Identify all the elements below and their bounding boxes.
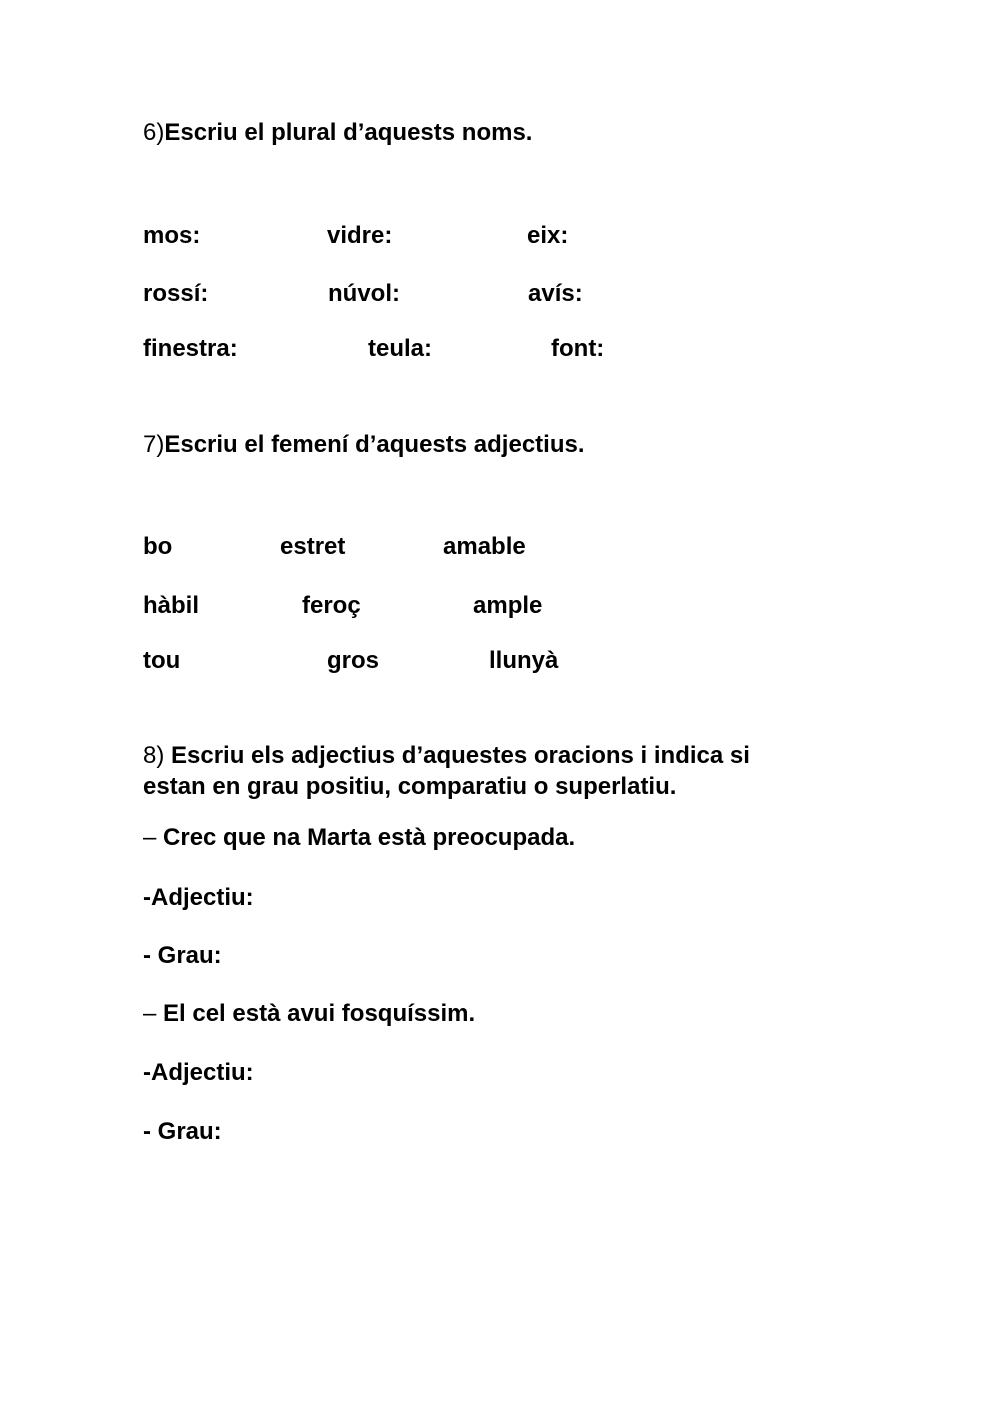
feminine-word: estret [280, 533, 346, 560]
feminine-word: hàbil [143, 592, 200, 619]
sentence-text: Crec que na Marta està preocupada. [163, 824, 576, 851]
plural-word: mos: [143, 222, 201, 249]
plural-word: font: [551, 335, 605, 362]
section-8-instruction-line1: Escriu els adjectius d’aquestes oracions i indica si [171, 742, 750, 769]
section-7-instruction: Escriu el femení d’aquests adjectius. [164, 431, 585, 458]
feminine-word: amable [443, 533, 526, 560]
feminine-word: tou [143, 647, 181, 674]
dash: – [143, 1000, 164, 1027]
plural-word: teula: [368, 335, 433, 362]
section-8-heading [143, 741, 750, 771]
section-6-instruction: Escriu el plural d’aquests noms. [164, 119, 533, 146]
sentence-1 [143, 823, 575, 853]
grade-label: - Grau: [143, 1118, 222, 1145]
dash: – [143, 824, 164, 851]
section-6-number: 6) [143, 119, 165, 146]
plural-word: núvol: [328, 280, 400, 307]
section-8-number: 8) [143, 742, 172, 769]
sentence-2 [143, 999, 475, 1029]
plural-word: rossí: [143, 280, 209, 307]
adjective-label: -Adjectiu: [143, 884, 254, 911]
feminine-word: llunyà [489, 647, 559, 674]
section-7-heading [143, 430, 585, 460]
feminine-word: ample [473, 592, 543, 619]
section-7-number: 7) [143, 431, 165, 458]
grade-label: - Grau: [143, 942, 222, 969]
plural-word: finestra: [143, 335, 238, 362]
adjective-label: -Adjectiu: [143, 1059, 254, 1086]
sentence-text: El cel està avui fosquíssim. [163, 1000, 476, 1027]
section-6-heading [143, 118, 532, 148]
feminine-word: bo [143, 533, 173, 560]
plural-word: vidre: [327, 222, 393, 249]
feminine-word: gros [327, 647, 380, 674]
section-8-instruction-line2: estan en grau positiu, comparatiu o superlatiu. [143, 773, 677, 800]
plural-word: eix: [527, 222, 569, 249]
plural-word: avís: [528, 280, 583, 307]
feminine-word: feroç [302, 592, 361, 619]
